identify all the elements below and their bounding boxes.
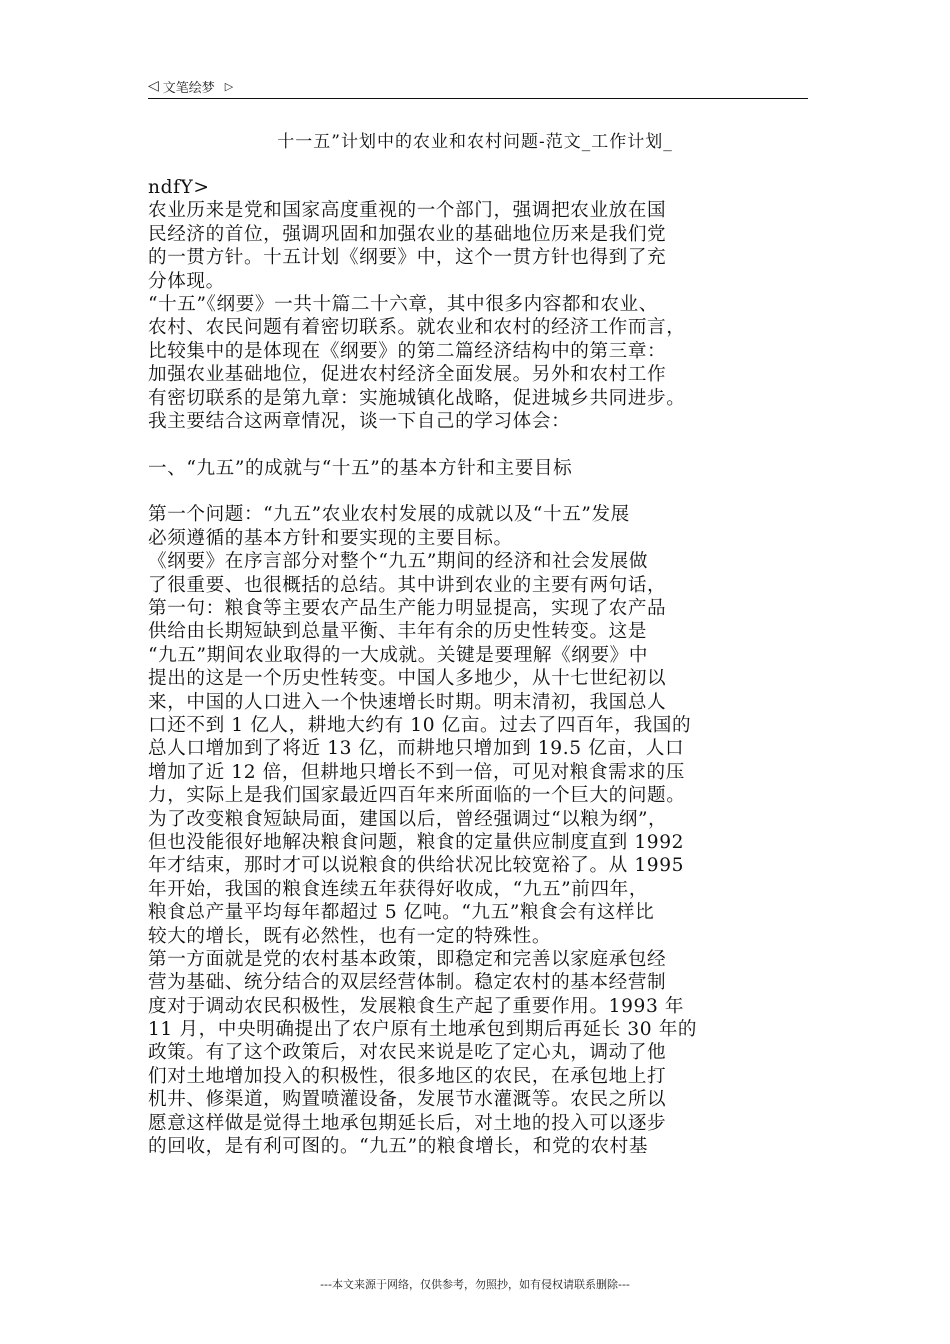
text-line: 提出的这是一个历史性转变。中国人多地少，从十七世纪初以 [148,668,667,690]
text-line: 加强农业基础地位，促进农村经济全面发展。另外和农村工作 [148,364,667,386]
paragraph-4 [148,550,808,948]
text-line: 营为基础、统分结合的双层经营体制。稳定农村的基本经营制 [148,972,667,994]
text-line: 口还不到 1 亿人，耕地大约有 10 亿亩。过去了四百年，我国的 [148,714,692,736]
text-line: 们对土地增加投入的积极性，很多地区的农民，在承包地上打 [148,1065,667,1087]
text-line: 分体现。 [148,270,225,292]
text-line: 了很重要、也很概括的总结。其中讲到农业的主要有两句话， [148,574,667,596]
text-line: 农业历来是党和国家高度重视的一个部门，强调把农业放在国 [148,200,667,222]
text-line: 民经济的首位，强调巩固和加强农业的基础地位历来是我们党 [148,223,667,245]
document-body [148,176,808,1158]
text-line: 机井、修渠道，购置喷灌设备，发展节水灌溉等。农民之所以 [148,1089,667,1111]
paragraph-1 [148,199,808,293]
paragraph-5 [148,948,808,1159]
text-line: “十五”《纲要》一共十篇二十六章，其中很多内容都和农业、 [148,293,658,315]
text-line: 年才结束，那时才可以说粮食的供给状况比较宽裕了。从 1995 [148,855,685,877]
text-line: 政策。有了这个政策后，对农民来说是吃了定心丸，调动了他 [148,1042,667,1064]
text-line: 粮食总产量平均每年都超过 5 亿吨。“九五”粮食会有这样比 [148,902,655,924]
text-line: 有密切联系的是第九章：实施城镇化战略，促进城乡共同进步。 [148,387,686,409]
document-title: 十一五”计划中的农业和农村问题-范文_工作计划_ [277,132,673,152]
text-line: 力，实际上是我们国家最近四百年来所面临的一个巨大的问题。 [148,785,686,807]
text-line: 的一贯方针。十五计划《纲要》中，这个一贯方针也得到了充 [148,247,667,269]
right-triangle-icon: ▷ [224,79,234,93]
text-line: 来，中国的人口进入一个快速增长时期。明末清初，我国总人 [148,691,667,713]
text-line: 第一句：粮食等主要农产品生产能力明显提高，实现了农产品 [148,598,667,620]
text-line: 较大的增长，既有必然性，也有一定的特殊性。 [148,925,552,947]
text-line: 但也没能很好地解决粮食问题，粮食的定量供应制度直到 1992 [148,831,685,853]
text-line: 供给由长期短缺到总量平衡、丰年有余的历史性转变。这是 [148,621,648,643]
left-triangle-icon: ◁ [148,78,159,94]
text-line: 的回收，是有利可图的。“九五”的粮食增长，和党的农村基 [148,1136,649,1158]
text-line: 第一方面就是党的农村基本政策，即稳定和完善以家庭承包经 [148,948,667,970]
text-line: 第一个问题：“九五”农业农村发展的成就以及“十五”发展 [148,504,630,526]
text-line: 农村、农民问题有着密切联系。就农业和农村的经济工作而言， [148,317,686,339]
brand-name: 文笔绘梦 [162,80,215,96]
text-line: 必须遵循的基本方针和要实现的主要目标。 [148,527,513,549]
text-line: 年开始，我国的粮食连续五年获得好收成，“九五”前四年， [148,878,649,900]
text-line: 比较集中的是体现在《纲要》的第二篇经济结构中的第三章： [148,340,667,362]
text-line: 愿意这样做是觉得土地承包期延长后，对土地的投入可以逐步 [148,1112,667,1134]
text-line: 为了改变粮食短缺局面，建国以后，曾经强调过“以粮为纲”， [148,808,668,830]
intro-code: ndfY> [148,177,210,198]
page-header [148,74,808,99]
footer-disclaimer: ---本文来源于网络，仅供参考，勿照抄，如有侵权请联系删除--- [320,1278,630,1291]
paragraph-2 [148,293,808,433]
text-line: 度对于调动农民积极性，发展粮食生产起了重要作用。1993 年 [148,995,685,1017]
text-line: 我主要结合这两章情况，谈一下自己的学习体会： [148,410,571,432]
paragraph-3 [148,503,808,550]
text-line: 11 月，中央明确提出了农户原有土地承包到期后再延长 30 年的 [148,1019,698,1041]
text-line: 总人口增加到了将近 13 亿，而耕地只增加到 19.5 亿亩，人口 [148,738,685,760]
text-line: “九五”期间农业取得的一大成就。关键是要理解《纲要》中 [148,644,649,666]
section-heading: 一、“九五”的成就与“十五”的基本方针和主要目标 [148,457,573,479]
text-line: 《纲要》在序言部分对整个“九五”期间的经济和社会发展做 [148,551,649,573]
text-line: 增加了近 12 倍，但耕地只增长不到一倍，可见对粮食需求的压 [148,761,685,783]
